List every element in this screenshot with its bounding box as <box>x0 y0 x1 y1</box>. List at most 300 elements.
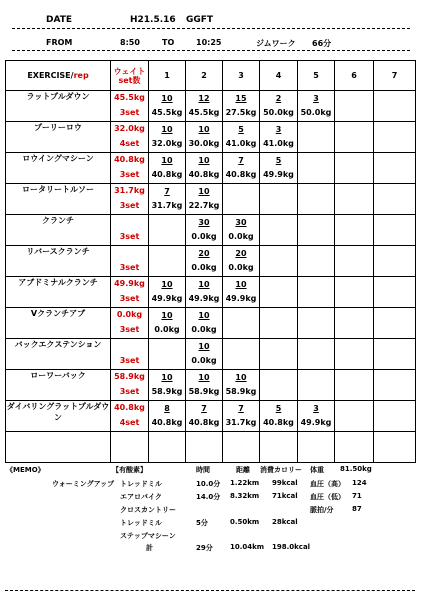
set-weight: 49.9kg <box>300 418 332 427</box>
rep-count <box>374 184 415 198</box>
from-value: 8:50 <box>120 38 140 47</box>
set-cell <box>186 91 223 122</box>
set-count: 3set <box>119 294 140 303</box>
set-cell <box>298 153 335 184</box>
rep-count <box>260 246 297 260</box>
set-cell <box>335 153 374 184</box>
set-weight: 41.0kg <box>225 139 257 148</box>
set-weight: 49.9kg <box>263 170 294 179</box>
set-column-3: 3 <box>223 61 260 91</box>
set-cell <box>149 91 186 122</box>
table-header-row <box>6 61 416 91</box>
rep-count <box>260 184 297 198</box>
set-weight <box>260 198 297 213</box>
rep-count <box>335 184 373 198</box>
body-weight-label: 体重 <box>310 466 324 474</box>
rep-count: 20 <box>235 249 247 258</box>
exercise-name: ロウイングマシーン <box>6 153 111 184</box>
to-value: 10:25 <box>196 38 222 47</box>
rep-count <box>298 122 334 136</box>
set-cell <box>149 184 186 215</box>
weight-column-header: ウェイト set数 <box>111 61 149 91</box>
weight-cell <box>111 91 149 122</box>
set-weight: 58.9kg <box>188 387 220 396</box>
set-cell <box>186 401 223 432</box>
base-weight: 45.5kg <box>114 93 145 102</box>
rep-count <box>223 432 259 446</box>
rep-count: 10 <box>235 373 247 382</box>
set-cell <box>298 215 335 246</box>
set-weight <box>335 415 373 430</box>
base-weight: 58.9kg <box>114 372 145 381</box>
table-row <box>6 91 416 122</box>
rep-count <box>374 339 415 353</box>
weight-cell <box>111 370 149 401</box>
set-weight <box>374 415 415 430</box>
rep-count: 3 <box>313 404 319 413</box>
rep-count <box>149 246 185 260</box>
set-weight: 45.5kg <box>151 108 183 117</box>
exercise-name: ダイバリングラットプルダウン <box>6 401 111 432</box>
set-cell <box>298 308 335 339</box>
set-column-5: 5 <box>298 61 335 91</box>
set-weight <box>260 446 297 461</box>
set-weight <box>260 260 297 275</box>
exercise-name: バックエクステンション <box>6 339 111 370</box>
table-row <box>6 370 416 401</box>
set-weight: 49.9kg <box>188 294 220 303</box>
set-cell <box>335 277 374 308</box>
rep-count: 10 <box>198 373 210 382</box>
rep-count: 7 <box>201 404 207 413</box>
set-cell <box>149 432 186 463</box>
set-cell <box>335 246 374 277</box>
set-weight <box>374 384 415 399</box>
set-cell <box>223 184 260 215</box>
set-cell <box>186 153 223 184</box>
set-cell <box>149 122 186 153</box>
rep-count: 10 <box>161 94 173 103</box>
base-weight: 32.0kg <box>114 124 145 133</box>
rep-count: 5 <box>275 404 282 413</box>
set-weight: 58.9kg <box>151 387 183 396</box>
set-cell <box>186 184 223 215</box>
set-weight <box>149 260 185 275</box>
rep-count: 10 <box>161 280 173 289</box>
rep-count <box>260 339 297 353</box>
rep-count <box>149 432 185 446</box>
set-cell <box>374 308 416 339</box>
rep-count <box>260 432 297 446</box>
set-count: 3set <box>119 170 140 179</box>
set-weight <box>374 353 415 368</box>
set-weight: 22.7kg <box>188 201 220 210</box>
set-weight: 40.8kg <box>188 170 220 179</box>
cardio-machine: クロスカントリー <box>120 506 176 514</box>
set-cell <box>374 215 416 246</box>
set-weight <box>374 167 415 182</box>
weight-cell <box>111 308 149 339</box>
rep-count <box>374 153 415 167</box>
rep-count <box>223 339 259 353</box>
rep-count <box>335 339 373 353</box>
rep-count: 10 <box>161 311 173 320</box>
set-weight <box>335 446 373 461</box>
set-cell <box>186 339 223 370</box>
set-cell <box>298 91 335 122</box>
rep-count: 10 <box>161 373 173 382</box>
set-weight <box>374 198 415 213</box>
set-count: 3set <box>119 325 140 334</box>
rep-count: 3 <box>313 94 319 103</box>
set-weight <box>298 446 334 461</box>
set-column-1: 1 <box>149 61 186 91</box>
total-calorie: 198.0kcal <box>272 543 311 551</box>
set-cell <box>335 370 374 401</box>
rep-count <box>223 308 259 322</box>
set-cell <box>223 308 260 339</box>
base-weight: 49.9kg <box>114 279 145 288</box>
set-weight: 0.0kg <box>191 263 217 272</box>
rep-count <box>374 277 415 291</box>
set-cell <box>149 308 186 339</box>
set-cell <box>298 246 335 277</box>
rep-count: 5 <box>275 156 282 165</box>
cardio-distance: 0.50km <box>230 518 260 526</box>
set-cell <box>186 246 223 277</box>
set-weight: 0.0kg <box>191 232 217 241</box>
set-cell <box>223 401 260 432</box>
weight-cell <box>111 246 149 277</box>
cardio-calorie: 28kcal <box>272 518 298 526</box>
rep-count <box>149 339 185 353</box>
set-weight <box>260 291 297 306</box>
rep-count <box>298 339 334 353</box>
rep-count <box>260 215 297 229</box>
exercise-name: アブドミナルクランチ <box>6 277 111 308</box>
set-cell <box>335 91 374 122</box>
cardio-machine: エアロバイク <box>120 493 162 501</box>
cardio-machine: ステップマシーン <box>120 532 176 540</box>
cardio-time: 14.0分 <box>196 493 221 501</box>
rep-count <box>374 432 415 446</box>
rep-count: 10 <box>198 311 210 320</box>
set-cell <box>374 122 416 153</box>
set-weight <box>298 291 334 306</box>
table-row <box>6 122 416 153</box>
set-cell <box>186 215 223 246</box>
set-count: 4set <box>119 139 140 148</box>
set-weight: 0.0kg <box>154 325 180 334</box>
set-cell <box>335 122 374 153</box>
set-cell <box>335 401 374 432</box>
body-weight-value: 81.50kg <box>340 465 372 473</box>
rep-count: 7 <box>238 156 244 165</box>
set-cell <box>374 153 416 184</box>
set-weight <box>335 167 373 182</box>
table-row <box>6 277 416 308</box>
vital-value: 71 <box>352 492 362 500</box>
table-row <box>6 184 416 215</box>
rep-count <box>260 370 297 384</box>
rep-count <box>335 215 373 229</box>
set-cell <box>149 339 186 370</box>
set-weight: 30.0kg <box>188 139 220 148</box>
set-cell <box>374 246 416 277</box>
set-cell <box>223 215 260 246</box>
set-cell <box>260 401 298 432</box>
base-weight: 40.8kg <box>114 155 145 164</box>
set-cell <box>260 122 298 153</box>
set-cell <box>374 277 416 308</box>
set-weight: 0.0kg <box>228 232 254 241</box>
set-weight: 40.8kg <box>188 418 220 427</box>
set-weight <box>298 136 334 151</box>
set-cell <box>260 184 298 215</box>
rep-count: 10 <box>235 280 247 289</box>
total-label: 計 <box>146 544 153 552</box>
rep-count: 10 <box>161 125 173 134</box>
set-count: 3set <box>119 356 140 365</box>
set-cell <box>223 91 260 122</box>
set-cell <box>335 215 374 246</box>
set-cell <box>335 184 374 215</box>
set-cell <box>260 215 298 246</box>
set-count: 3set <box>119 387 140 396</box>
rep-count <box>260 277 297 291</box>
set-cell <box>260 277 298 308</box>
vital-label: 脈拍/分 <box>310 506 334 514</box>
rep-count: 12 <box>198 94 210 103</box>
exercise-name: ロータリートルソー <box>6 184 111 215</box>
table-row <box>6 401 416 432</box>
rep-count <box>335 277 373 291</box>
rep-count <box>298 153 334 167</box>
rep-count: 2 <box>275 94 282 103</box>
rep-count <box>298 432 334 446</box>
rep-count <box>298 246 334 260</box>
set-cell <box>186 370 223 401</box>
base-weight <box>111 432 148 446</box>
set-count: 3set <box>119 232 140 241</box>
rep-count: 8 <box>164 404 170 413</box>
rep-count <box>335 91 373 105</box>
set-column-7: 7 <box>374 61 416 91</box>
set-cell <box>374 339 416 370</box>
rep-count: 3 <box>275 125 282 134</box>
rep-count <box>298 370 334 384</box>
set-cell <box>298 370 335 401</box>
exercise-name: リバースクランチ <box>6 246 111 277</box>
header-divider-2 <box>12 50 410 51</box>
set-weight <box>298 322 334 337</box>
gym-value: 66分 <box>312 39 332 48</box>
table-row <box>6 246 416 277</box>
set-weight: 0.0kg <box>191 325 217 334</box>
footer-divider <box>5 590 415 591</box>
rep-count: 15 <box>235 94 247 103</box>
table-row <box>6 432 416 463</box>
table-row <box>6 215 416 246</box>
time-column-header: 時間 <box>196 466 210 474</box>
set-weight: 31.7kg <box>225 418 257 427</box>
rep-count <box>335 370 373 384</box>
cardio-distance: 8.32km <box>230 492 260 500</box>
program-name: GGFT <box>186 15 214 25</box>
cardio-machine: トレッドミル <box>120 519 162 527</box>
set-cell <box>149 153 186 184</box>
vital-label: 血圧（高） <box>310 480 345 488</box>
set-weight: 40.8kg <box>151 418 183 427</box>
table-row <box>6 339 416 370</box>
rep-count: 7 <box>238 404 244 413</box>
set-cell <box>186 122 223 153</box>
set-count <box>111 446 148 461</box>
set-cell <box>374 432 416 463</box>
set-weight <box>335 229 373 244</box>
warmup-label: ウォーミングアップ <box>52 480 115 488</box>
set-cell <box>298 122 335 153</box>
set-weight <box>298 198 334 213</box>
set-cell <box>298 184 335 215</box>
set-column-4: 4 <box>260 61 298 91</box>
set-weight <box>374 260 415 275</box>
set-weight <box>149 353 185 368</box>
set-weight <box>260 229 297 244</box>
set-weight <box>335 105 373 120</box>
set-weight <box>223 322 259 337</box>
set-weight: 40.8kg <box>263 418 294 427</box>
cardio-distance: 1.22km <box>230 479 260 487</box>
calorie-column-header: 消費カロリー <box>260 466 302 474</box>
set-weight <box>335 384 373 399</box>
set-cell <box>374 184 416 215</box>
set-weight <box>335 353 373 368</box>
set-weight: 50.0kg <box>263 108 294 117</box>
set-weight <box>149 229 185 244</box>
rep-count <box>298 308 334 322</box>
set-weight <box>298 167 334 182</box>
set-weight <box>335 136 373 151</box>
table-row <box>6 153 416 184</box>
weight-cell <box>111 432 149 463</box>
set-weight <box>186 446 222 461</box>
set-weight <box>335 291 373 306</box>
set-weight <box>298 260 334 275</box>
set-weight <box>335 322 373 337</box>
set-weight <box>374 136 415 151</box>
rep-count <box>335 153 373 167</box>
rep-count: 10 <box>198 156 210 165</box>
set-cell <box>223 370 260 401</box>
set-cell <box>260 91 298 122</box>
rep-count: 30 <box>235 218 247 227</box>
base-weight <box>111 339 148 353</box>
cardio-heading: 【有酸素】 <box>112 466 147 474</box>
set-weight <box>374 105 415 120</box>
set-weight: 41.0kg <box>263 139 294 148</box>
rep-count <box>335 432 373 446</box>
set-cell <box>374 370 416 401</box>
set-cell <box>223 153 260 184</box>
rep-count: 5 <box>238 125 244 134</box>
memo-label: 《MEMO》 <box>6 466 45 474</box>
rep-count <box>374 401 415 415</box>
set-cell <box>335 308 374 339</box>
set-cell <box>335 339 374 370</box>
set-cell <box>260 153 298 184</box>
set-cell <box>260 339 298 370</box>
rep-count <box>335 246 373 260</box>
set-weight: 49.9kg <box>225 294 257 303</box>
rep-count: 10 <box>161 156 173 165</box>
rep-count: 10 <box>198 342 210 351</box>
rep-count: 10 <box>198 187 210 196</box>
set-cell <box>298 277 335 308</box>
set-column-6: 6 <box>335 61 374 91</box>
weight-cell <box>111 184 149 215</box>
set-count: 3set <box>119 201 140 210</box>
rep-count <box>298 184 334 198</box>
set-count: 4set <box>119 418 140 427</box>
to-label: TO <box>162 38 175 47</box>
rep-count <box>374 370 415 384</box>
set-weight <box>260 353 297 368</box>
set-cell <box>260 308 298 339</box>
cardio-machine: トレッドミル <box>120 480 162 488</box>
set-weight: 27.5kg <box>225 108 257 117</box>
set-cell <box>260 432 298 463</box>
exercise-name: クランチ <box>6 215 111 246</box>
weight-cell <box>111 122 149 153</box>
set-cell <box>260 370 298 401</box>
exercise-name: Vクランチアブ <box>6 308 111 339</box>
set-cell <box>374 91 416 122</box>
rep-count <box>335 308 373 322</box>
set-column-2: 2 <box>186 61 223 91</box>
set-weight: 0.0kg <box>191 356 217 365</box>
vital-value: 87 <box>352 505 362 513</box>
set-count: 3set <box>119 108 140 117</box>
rep-count <box>260 308 297 322</box>
cardio-calorie: 71kcal <box>272 492 298 500</box>
date-value: H21.5.16 <box>130 15 176 25</box>
distance-column-header: 距離 <box>236 466 250 474</box>
weight-cell <box>111 339 149 370</box>
exercise-log-table <box>5 60 416 463</box>
set-cell <box>298 401 335 432</box>
from-label: FROM <box>46 38 73 47</box>
rep-count <box>186 432 222 446</box>
set-weight <box>223 198 259 213</box>
set-weight <box>374 446 415 461</box>
base-weight: 31.7kg <box>114 186 145 195</box>
weight-cell <box>111 277 149 308</box>
vital-label: 血圧（低） <box>310 493 345 501</box>
base-weight <box>111 215 148 229</box>
set-weight <box>374 291 415 306</box>
rep-count <box>149 215 185 229</box>
weight-cell <box>111 215 149 246</box>
set-weight <box>298 384 334 399</box>
weight-cell <box>111 401 149 432</box>
set-weight <box>223 446 259 461</box>
set-cell <box>260 246 298 277</box>
set-cell <box>186 432 223 463</box>
set-count: 3set <box>119 263 140 272</box>
set-weight <box>374 322 415 337</box>
set-cell <box>223 339 260 370</box>
